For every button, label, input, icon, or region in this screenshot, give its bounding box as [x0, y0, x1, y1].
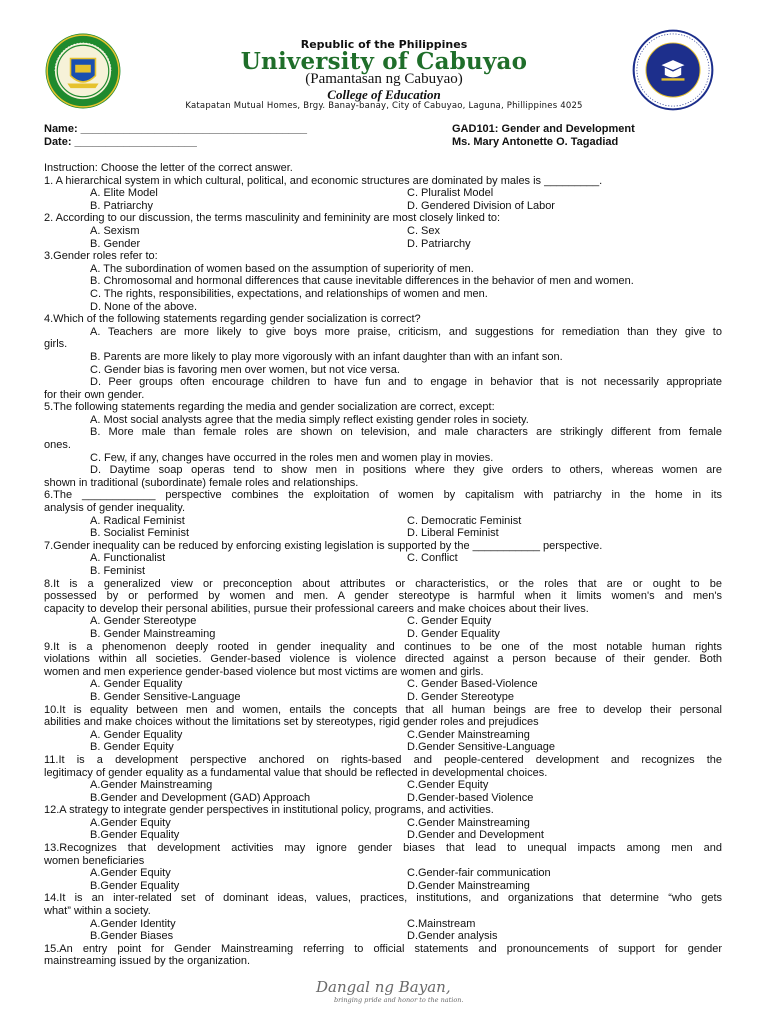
choice-left[interactable]: A.Gender Equity	[90, 867, 171, 880]
choice-right[interactable]: D. Gender Equality	[407, 627, 500, 640]
choice-right[interactable]: D.Gender and Development	[407, 829, 544, 842]
question-text-line: shown in traditional (subordinate) female roles and relationships.	[44, 476, 359, 489]
choice-row	[44, 225, 722, 238]
choice-left[interactable]: B. Socialist Feminist	[90, 527, 190, 540]
choice-right[interactable]: C.Gender-fair communication	[407, 867, 551, 880]
question-text-line: for their own gender.	[44, 388, 145, 401]
question-text-line: 2. According to our discussion, the terms masculinity and femininity are most closely linked to:	[44, 212, 501, 225]
date-field[interactable]: Date: ____________________	[44, 136, 197, 148]
choice-left[interactable]: A.Gender Equity	[90, 816, 171, 829]
choice-row	[44, 829, 722, 842]
question-text-line: legitimacy of gender equality as a fundamental value that should be reflected in developmental choices.	[44, 766, 548, 779]
question-text-line: 9.It is a phenomenon deeply rooted in gender inequality and continues to be one of the most notable human rights	[44, 640, 722, 653]
question-text-line: ones.	[44, 439, 71, 452]
choice-row	[44, 678, 722, 691]
answer-option-line[interactable]: C. Few, if any, changes have occurred in the roles men and women play in movies.	[90, 451, 494, 464]
question-text-line: 15.An entry point for Gender Mainstreaming referring to official statements and pronouncements of support for gender	[44, 942, 722, 955]
choice-right[interactable]: C. Gender Based-Violence	[407, 678, 538, 691]
question-text-line: 8.It is a generalized view or preconception about attributes or characteristics, or the roles that are or ought to be	[44, 577, 722, 590]
choice-row	[44, 880, 722, 893]
choice-right[interactable]: C. Pluralist Model	[407, 187, 494, 200]
university-tagalog-name: (Pamantasan ng Cabuyao)	[305, 71, 463, 87]
choice-left[interactable]: B. Patriarchy	[90, 199, 153, 212]
choice-left[interactable]: B. Gender Mainstreaming	[90, 627, 216, 640]
choice-left[interactable]: B.Gender Equality	[90, 829, 180, 842]
university-seal-logo	[44, 32, 122, 110]
choice-row	[44, 930, 722, 943]
choice-left[interactable]: A.Gender Identity	[90, 917, 176, 930]
question-text-line: 13.Recognizes that development activities may ignore gender biases that lead to unequal impacts among men and	[44, 842, 722, 855]
question-text-line: analysis of gender inequality.	[44, 502, 186, 515]
choice-right[interactable]: D. Gender Stereotype	[407, 690, 515, 703]
choice-row	[44, 918, 722, 931]
choice-left[interactable]: B. Feminist	[90, 565, 146, 577]
choice-left[interactable]: B. Gender	[90, 237, 141, 250]
choice-left[interactable]: B.Gender and Development (GAD) Approach	[90, 791, 311, 804]
choice-row	[44, 565, 722, 578]
choice-right[interactable]: C.Gender Mainstreaming	[407, 728, 530, 741]
choice-right[interactable]: C. Conflict	[407, 552, 458, 565]
choice-left[interactable]: B. Gender Equity	[90, 741, 174, 754]
footer-title: Dangal ng Bayan,	[316, 978, 451, 996]
choice-right[interactable]: C.Mainstream	[407, 917, 476, 930]
name-field[interactable]: Name: _____________________________________	[44, 123, 308, 135]
university-name: University of Cabuyao	[240, 48, 528, 75]
choice-row	[44, 779, 722, 792]
choice-right[interactable]: D. Liberal Feminist	[407, 527, 499, 540]
choice-right[interactable]: C. Sex	[407, 224, 441, 237]
answer-option-line[interactable]: B. Chromosomal and hormonal differences that cause inevitable differences in the behavior of men and women.	[90, 275, 634, 288]
answer-option-line[interactable]: D. Peer groups often encourage children to have fun and to engage in behavior that is not necessarily appropriate	[90, 376, 722, 389]
college-name: College of Education	[327, 87, 441, 102]
choice-right[interactable]: C.Gender Equity	[407, 779, 489, 792]
college-of-education-seal-logo	[632, 29, 714, 111]
answer-option-line[interactable]: C. Gender bias is favoring men over women, but not vice versa.	[90, 363, 400, 376]
question-text-line: 5.The following statements regarding the media and gender socialization are correct, except:	[44, 401, 495, 414]
choice-right[interactable]: D.Gender Sensitive-Language	[407, 741, 555, 754]
question-text-line: violations within all societies. Gender-based violence is violence directed against a person because of their gender. Both	[44, 653, 722, 666]
answer-option-line[interactable]: A. The subordination of women based on the assumption of superiority of men.	[90, 262, 474, 275]
choice-row	[44, 628, 722, 641]
question-text-line: girls.	[44, 338, 68, 351]
choice-right[interactable]: D.Gender-based Violence	[407, 791, 534, 804]
university-address: Katapatan Mutual Homes, Brgy. Banay-banay, City of Cabuyao, Laguna, Phillippines 4025	[185, 101, 583, 111]
choice-right[interactable]: D.Gender Mainstreaming	[407, 879, 530, 892]
choice-left[interactable]: A. Elite Model	[90, 187, 158, 200]
answer-option-line[interactable]: B. More male than female roles are shown on television, and male characters are strikingly different from female	[90, 426, 722, 439]
answer-option-line[interactable]: B. Parents are more likely to play more vigorously with an infant daughter than with an infant son.	[90, 350, 563, 363]
choice-row	[44, 515, 722, 528]
question-text-line: 3.Gender roles refer to:	[44, 250, 158, 263]
question-text-line: 14.It is an inter-related set of dominant ideas, values, practices, institutions, and organizations that determine “who gets	[44, 892, 722, 905]
choice-row	[44, 817, 722, 830]
choice-left[interactable]: A. Gender Equality	[90, 678, 183, 691]
answer-option-line[interactable]: D. Daytime soap operas tend to show men in positions where they give orders to others, whereas women are	[90, 464, 722, 477]
question-text-line: women beneficiaries	[44, 854, 145, 867]
question-text-line: possessed by or performed by women and men. A gender stereotype is harmful when it limits women's and men's	[44, 590, 722, 603]
course-code: GAD101: Gender and Development	[452, 123, 635, 135]
choice-row	[44, 729, 722, 742]
answer-option-line[interactable]: A. Teachers are more likely to give boys more praise, criticism, and suggestions for remediation than they give to	[90, 325, 722, 338]
question-text-line: women and men experience gender-based violence but most victims are women and girls.	[44, 665, 484, 678]
choice-left[interactable]: A.Gender Mainstreaming	[90, 779, 213, 792]
choice-row	[44, 552, 722, 565]
choice-row	[44, 691, 722, 704]
footer-signature	[300, 978, 468, 1008]
question-text-line: 10.It is equality between men and women, entails the concepts that all human beings are free to develop their personal	[44, 703, 722, 716]
republic-line: Republic of the Philippines	[300, 38, 468, 51]
choice-right[interactable]: D. Gendered Division of Labor	[407, 199, 555, 212]
choice-right[interactable]: D. Patriarchy	[407, 237, 471, 250]
choice-left[interactable]: A. Gender Stereotype	[90, 615, 197, 628]
question-text-line: 7.Gender inequality can be reduced by enforcing existing legislation is supported by the ___________ perspective.	[44, 539, 603, 552]
choice-right[interactable]	[407, 565, 722, 578]
teacher-name: Ms. Mary Antonette O. Tagadiad	[452, 136, 619, 148]
choice-row	[44, 792, 722, 805]
question-text-line: mainstreaming issued by the organization.	[44, 955, 251, 968]
choice-row	[44, 615, 722, 628]
choice-left[interactable]: A. Gender Equality	[90, 728, 183, 741]
question-text-line: abilities and make choices without the limitations set by stereotypes, rigid gender roles and prejudices	[44, 716, 539, 729]
question-text-line: 1. A hierarchical system in which cultural, political, and economic structures are dominated by males is _________.	[44, 174, 603, 187]
question-text-line: what” within a society.	[44, 905, 151, 918]
choice-right[interactable]: C. Gender Equity	[407, 615, 492, 628]
question-text-line: capacity to develop their personal abilities, pursue their professional careers and make choices about their lives.	[44, 602, 589, 615]
choice-left[interactable]: A. Sexism	[90, 224, 140, 237]
answer-option-line[interactable]: D. None of the above.	[90, 300, 198, 313]
choice-left[interactable]: A. Radical Feminist	[90, 514, 185, 527]
choice-row	[44, 867, 722, 880]
question-text-line: 11.It is a development perspective anchored on rights-based and people-centered development and recognizes the	[44, 753, 722, 766]
questions-section	[44, 162, 722, 968]
choice-right[interactable]: C. Democratic Feminist	[407, 514, 522, 527]
choice-left[interactable]: B.Gender Equality	[90, 879, 180, 892]
choice-left[interactable]: B. Gender Sensitive-Language	[90, 690, 241, 703]
choice-right[interactable]: C.Gender Mainstreaming	[407, 816, 530, 829]
choice-left[interactable]: B.Gender Biases	[90, 930, 174, 943]
choice-right[interactable]: D.Gender analysis	[407, 930, 498, 943]
choice-row	[44, 200, 722, 213]
choice-row	[44, 527, 722, 540]
choice-row	[44, 741, 722, 754]
question-text-line: 12.A strategy to integrate gender perspectives in institutional policy, programs, and activities.	[44, 804, 494, 817]
question-text-line: Instruction: Choose the letter of the correct answer.	[44, 162, 293, 174]
footer-tagline: bringing pride and honor to the nation.	[334, 996, 464, 1004]
question-text-line: 6.The ____________ perspective combines the exploitation of women by capitalism with patriarchy in the home in its	[44, 489, 722, 502]
question-text-line: 4.Which of the following statements regarding gender socialization is correct?	[44, 313, 421, 326]
choice-left[interactable]: A. Functionalist	[90, 552, 166, 565]
answer-option-line[interactable]: A. Most social analysts agree that the media simply reflect existing gender roles in society.	[90, 413, 529, 426]
choice-row	[44, 187, 722, 200]
choice-row	[44, 238, 722, 251]
answer-option-line[interactable]: C. The rights, responsibilities, expectations, and relationships of women and men.	[90, 287, 488, 300]
